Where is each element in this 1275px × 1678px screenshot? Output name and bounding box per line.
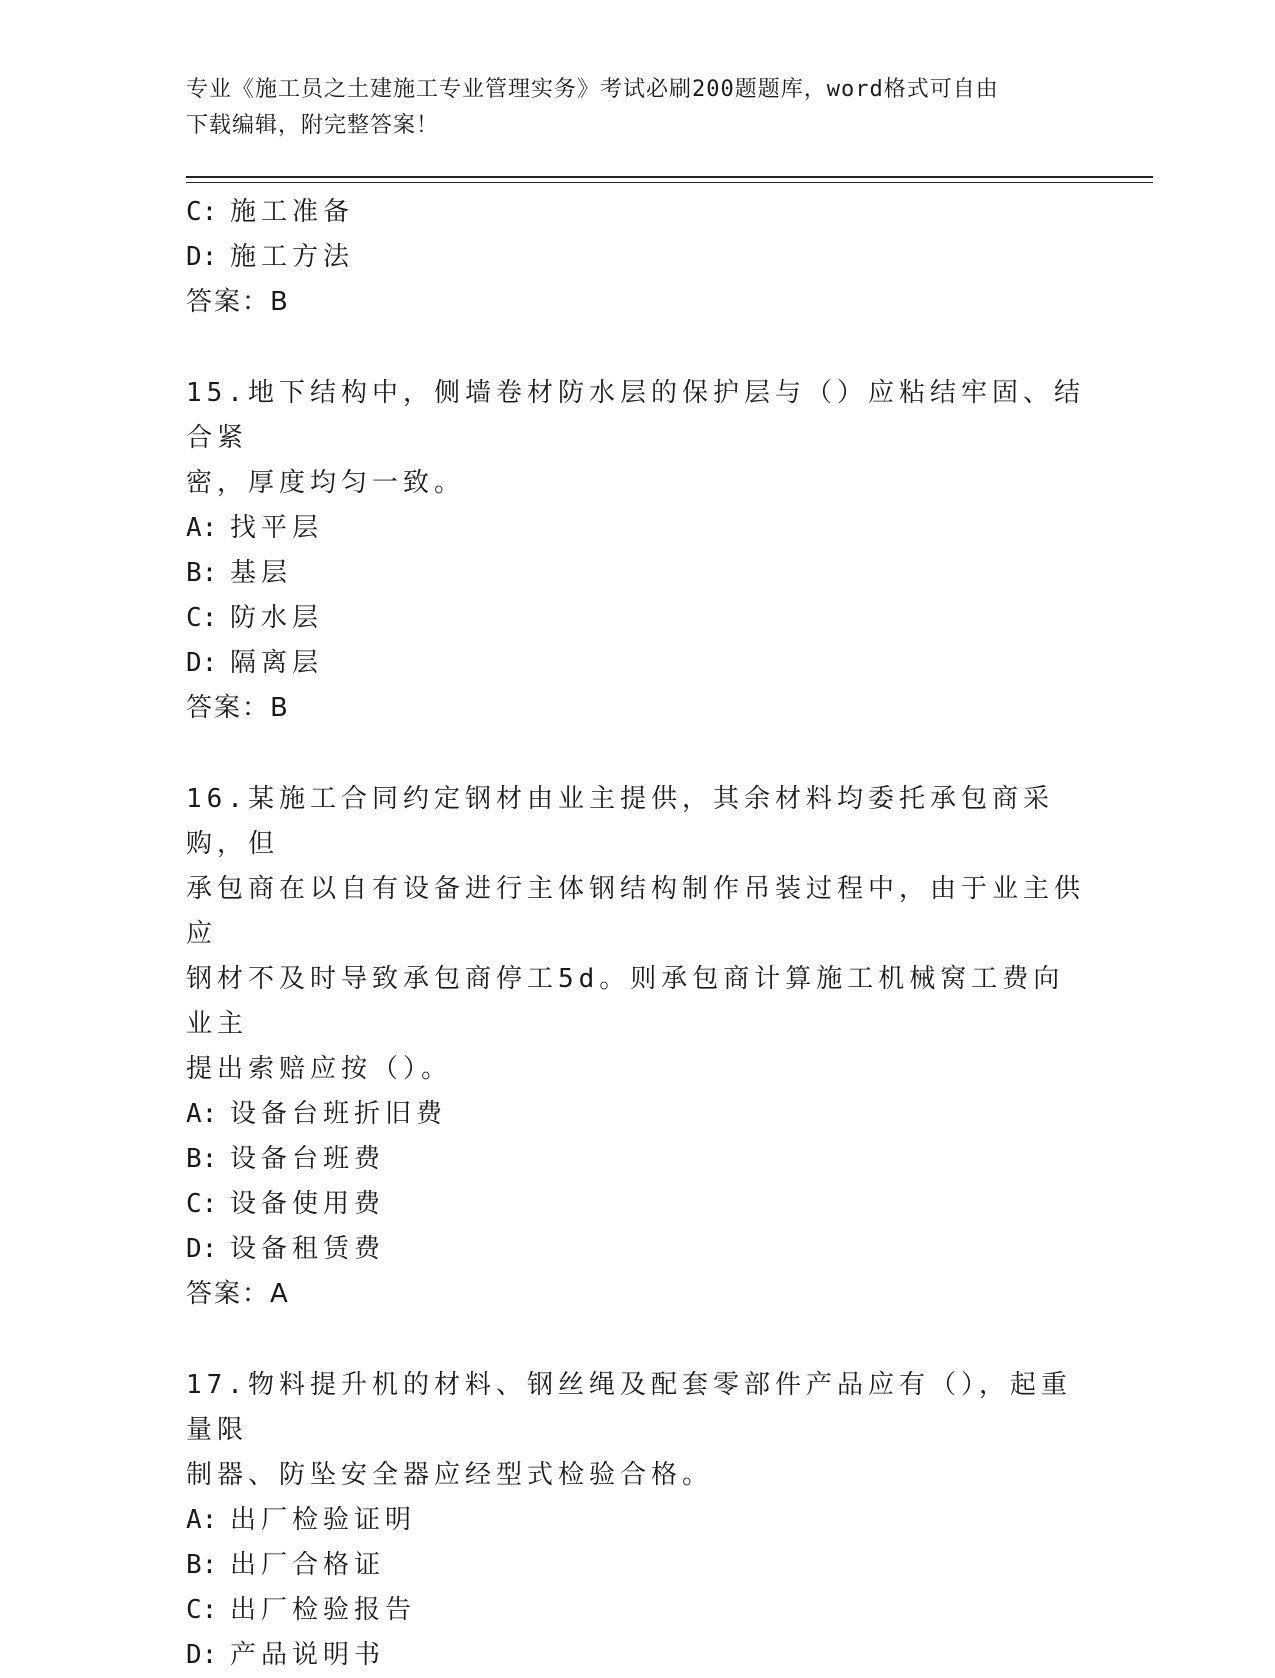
- option-d: D: 设备租赁费: [186, 1234, 386, 1264]
- option-a: A: 设备台班折旧费: [186, 1099, 448, 1129]
- option-a: A: 找平层: [186, 513, 324, 543]
- question-stem-line: 17.物料提升机的材料、钢丝绳及配套零部件产品应有（），起重量限: [186, 1370, 1072, 1445]
- option-b: B: 设备台班费: [186, 1144, 386, 1174]
- option-c: C: 防水层: [186, 603, 324, 633]
- option-d: D: 产品说明书: [186, 1640, 386, 1670]
- question-stem-line: 16.某施工合同约定钢材由业主提供，其余材料均委托承包商采购，但: [186, 784, 1054, 859]
- answer-line: 答案：B: [186, 693, 290, 723]
- option-b: B: 基层: [186, 558, 293, 588]
- answer-line: 答案：B: [186, 287, 290, 317]
- question-stem-line: 制器、防坠安全器应经型式检验合格。: [186, 1460, 714, 1490]
- option-c: C: 施工准备: [186, 197, 355, 227]
- header-line-1: 专业《施工员之土建施工专业管理实务》考试必刷200题题库，word格式可自由: [186, 77, 999, 102]
- question-stem-line: 15.地下结构中，侧墙卷材防水层的保护层与（）应粘结牢固、结合紧: [186, 378, 1085, 453]
- question-14-tail: [186, 190, 1086, 325]
- option-c: C: 设备使用费: [186, 1189, 386, 1219]
- header-divider: [186, 176, 1153, 178]
- document-header: [186, 72, 1066, 144]
- question-list: [186, 190, 1086, 1678]
- answer-line: 答案：A: [186, 1279, 290, 1309]
- header-line-2: 下载编辑，附完整答案！: [186, 113, 440, 138]
- option-a: A: 出厂检验证明: [186, 1505, 417, 1535]
- question-16: [186, 777, 1086, 1317]
- question-stem-line: 密，厚度均匀一致。: [186, 468, 466, 498]
- question-stem-line: 钢材不及时导致承包商停工5d。则承包商计算施工机械窝工费向业主: [186, 964, 1065, 1039]
- question-stem-line: 提出索赔应按（）。: [186, 1054, 453, 1084]
- question-17: [186, 1363, 1086, 1678]
- question-15: [186, 371, 1086, 731]
- option-b: B: 出厂合格证: [186, 1550, 386, 1580]
- option-d: D: 施工方法: [186, 242, 355, 272]
- header-divider-thin: [186, 182, 1153, 183]
- option-c: C: 出厂检验报告: [186, 1595, 417, 1625]
- option-d: D: 隔离层: [186, 648, 324, 678]
- question-stem-line: 承包商在以自有设备进行主体钢结构制作吊装过程中，由于业主供应: [186, 874, 1086, 949]
